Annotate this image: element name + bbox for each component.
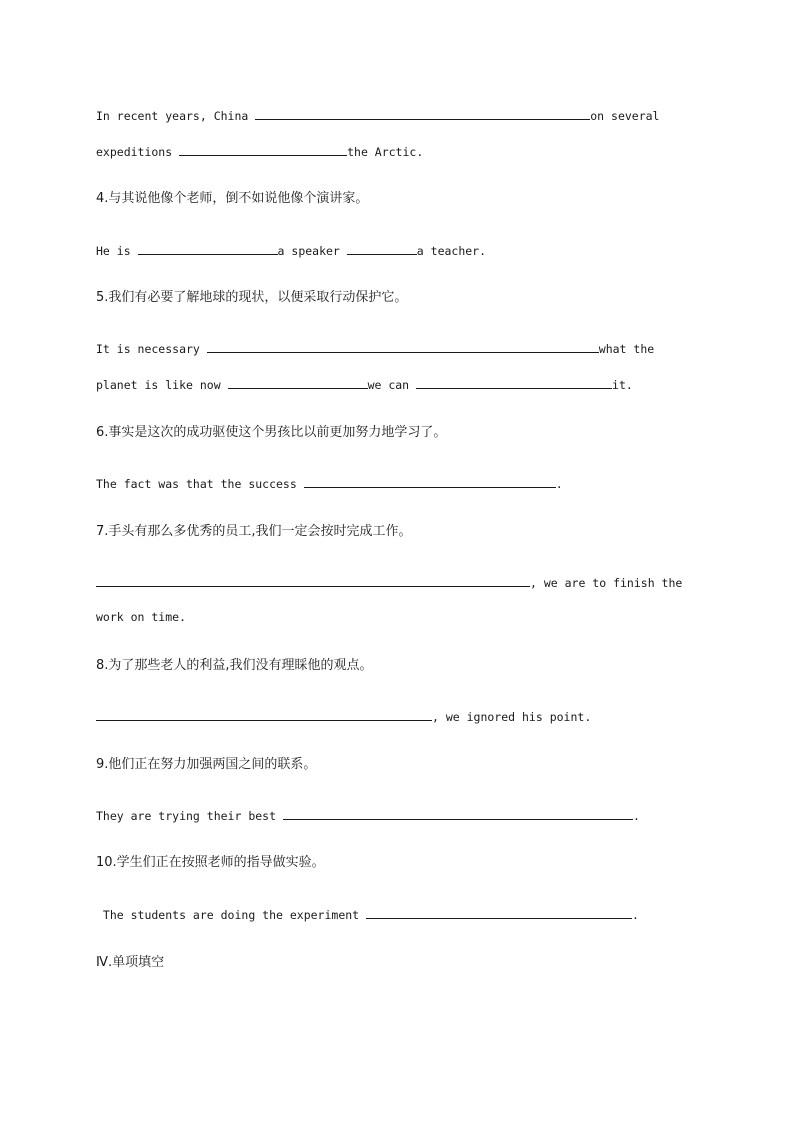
q4-blank-1[interactable] (138, 244, 278, 255)
q9-answer-line: They are trying their best . (96, 809, 640, 823)
q7-line-1: , we are to finish the (96, 576, 682, 590)
q4-answer-line: He is a speaker a teacher. (96, 244, 487, 258)
q5-line-1: It is necessary what the (96, 342, 655, 356)
q5-blank-1[interactable] (207, 342, 599, 353)
q9-blank-1[interactable] (283, 809, 633, 820)
q4-blank-2[interactable] (347, 244, 417, 255)
q6-prompt: 6.事实是这次的成功驱使这个男孩比以前更加努力地学习了。 (96, 425, 447, 440)
q10-blank-1[interactable] (366, 908, 632, 919)
q3-blank-2[interactable] (179, 145, 347, 156)
q10-answer-line: The students are doing the experiment . (96, 908, 639, 922)
q9-prompt: 9.他们正在努力加强两国之间的联系。 (96, 757, 317, 772)
q6-blank-1[interactable] (304, 477, 556, 488)
q6-answer-line: The fact was that the success . (96, 477, 563, 491)
q7-prompt: 7.手头有那么多优秀的员工,我们一定会按时完成工作。 (96, 524, 412, 539)
q5-prompt: 5.我们有必要了解地球的现状，以便采取行动保护它。 (96, 290, 408, 305)
q3-blank-1[interactable] (255, 109, 590, 120)
q5-blank-2[interactable] (228, 378, 368, 389)
q8-answer-line: , we ignored his point. (96, 710, 591, 724)
q3-line-2: expeditions the Arctic. (96, 145, 424, 159)
q8-blank-1[interactable] (96, 710, 432, 721)
q5-blank-3[interactable] (416, 378, 612, 389)
section-heading: Ⅳ.单项填空 (96, 955, 165, 970)
q7-line-2: work on time. (96, 610, 187, 624)
q3-line-1: In recent years, China on several (96, 109, 660, 123)
q10-prompt: 10.学生们正在按照老师的指导做实验。 (96, 855, 325, 870)
q5-line-2: planet is like now we can it. (96, 378, 633, 392)
q8-prompt: 8.为了那些老人的利益,我们没有理睬他的观点。 (96, 658, 373, 673)
q7-blank-1[interactable] (96, 576, 530, 587)
q4-prompt: 4.与其说他像个老师，倒不如说他像个演讲家。 (96, 191, 369, 206)
